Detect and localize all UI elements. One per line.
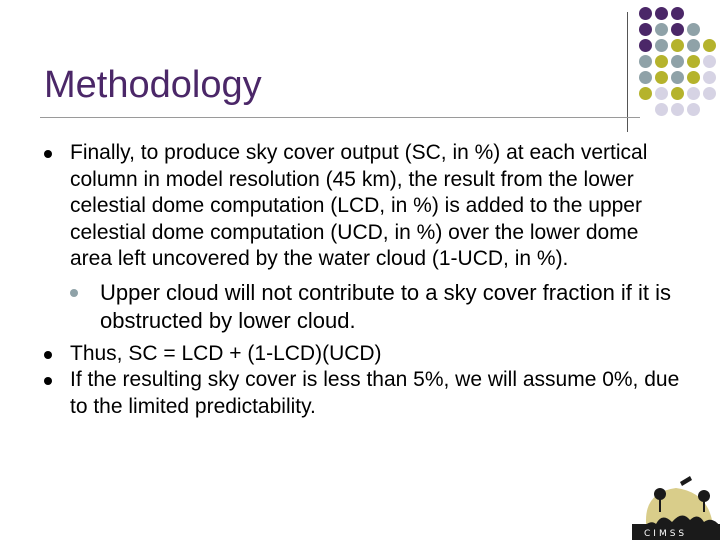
decorative-dot: [639, 23, 652, 36]
bullet-item: [44, 367, 684, 420]
decorative-dot: [639, 71, 652, 84]
logo-text: CIMSS: [644, 529, 688, 539]
decorative-dot: [687, 23, 700, 36]
decorative-dot: [687, 103, 700, 116]
decorative-dot: [655, 55, 668, 68]
bullet-marker: [44, 377, 52, 385]
decorative-dot: [671, 55, 684, 68]
bullet-list: [44, 140, 684, 420]
decorative-dot: [639, 55, 652, 68]
sub-bullet-marker: [70, 289, 78, 297]
decorative-dot: [655, 103, 668, 116]
cimss-logo: [632, 472, 720, 540]
decorative-dot: [703, 55, 716, 68]
decorative-dot: [655, 23, 668, 36]
bullet-item: [44, 140, 684, 335]
decorative-dot: [639, 7, 652, 20]
decorative-dot: [655, 71, 668, 84]
decorative-dot: [671, 7, 684, 20]
decorative-dot: [639, 87, 652, 100]
bullet-text: Finally, to produce sky cover output (SC, in %) at each vertical column in model resolution (45 km), the result from the lower celestial dome computation (LCD, in %) is added to the upper celestial dome computation (UCD, in %) over the lower dome area left uncovered by the water cloud (1-UCD, in %).: [70, 141, 648, 270]
bullet-text: If the resulting sky cover is less than 5%, we will assume 0%, due to the limited predictability.: [70, 368, 680, 418]
decorative-dot: [687, 71, 700, 84]
decorative-dot: [671, 39, 684, 52]
decorative-dot: [703, 87, 716, 100]
slide-title: Methodology: [44, 64, 262, 106]
decorative-dot: [687, 55, 700, 68]
decorative-vertical-rule: [627, 12, 628, 132]
decorative-dot: [671, 103, 684, 116]
decorative-dot: [687, 39, 700, 52]
decorative-dot: [655, 39, 668, 52]
bullet-marker: [44, 351, 52, 359]
bullet-marker: [44, 150, 52, 158]
sub-bullet-text: Upper cloud will not contribute to a sky cover fraction if it is obstructed by lower cloud.: [100, 279, 672, 333]
decorative-dot: [703, 39, 716, 52]
decorative-dot: [671, 23, 684, 36]
decorative-dot: [671, 71, 684, 84]
sub-bullet-item: [70, 279, 684, 335]
decorative-dot: [687, 87, 700, 100]
decorative-dot: [655, 7, 668, 20]
bullet-text: Thus, SC = LCD + (1-LCD)(UCD): [70, 341, 382, 365]
decorative-dot: [655, 87, 668, 100]
decorative-dot: [639, 39, 652, 52]
bullet-item: [44, 341, 684, 368]
decorative-dot: [671, 87, 684, 100]
title-underline: [40, 117, 640, 118]
decorative-dot: [703, 71, 716, 84]
sub-bullet-list: [70, 279, 684, 335]
